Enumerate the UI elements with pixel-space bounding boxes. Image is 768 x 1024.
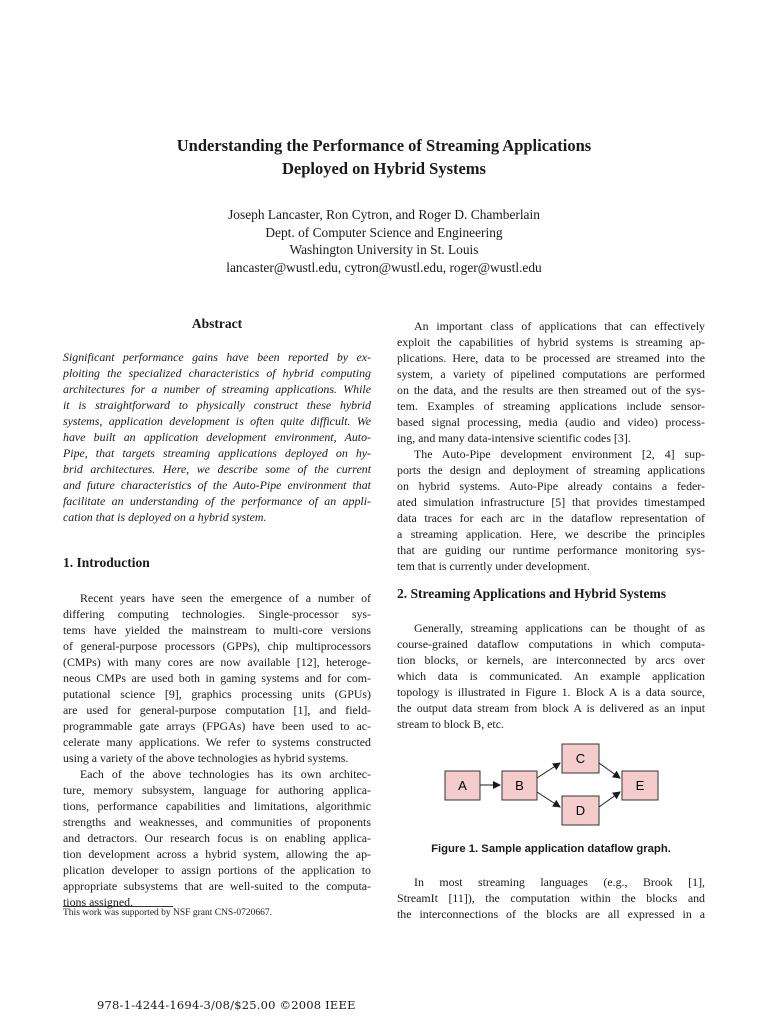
text-line: cation that is deployed on a hybrid system.: [63, 510, 267, 524]
edge-c-e: [599, 763, 620, 778]
text-line: facilitate an understanding of the performance of an appli-: [63, 494, 371, 508]
text-line: differing computing technologies. Single-processor sys-: [63, 607, 371, 621]
text-line: the interconnections of the blocks are all expressed in a: [397, 907, 705, 921]
intro-paragraph-2: [63, 766, 371, 910]
abstract-text: [63, 349, 371, 525]
text-line: ploiting the specialized characteristics of hybrid computing: [63, 366, 371, 380]
text-line: based signal processing, media (audio and video) process-: [397, 415, 705, 429]
text-line: celerate many applications. We refer to systems constructed: [63, 735, 371, 749]
text-line: StreamIt [11]), the computation within the blocks and: [397, 891, 705, 905]
text-line: Generally, streaming applications can be thought of as: [414, 621, 705, 635]
node-c: [562, 744, 599, 773]
node-label: B: [515, 778, 524, 793]
text-line: using a variety of the above technologies as hybrid systems.: [63, 751, 349, 765]
text-line: topology is illustrated in Figure 1. Block A is a data source,: [397, 685, 705, 699]
text-line: a streaming application. Here, we describe the principles: [397, 527, 705, 541]
text-line: architectures for a number of streaming applications. While: [63, 382, 371, 396]
footnote: This work was supported by NSF grant CNS-0720667.: [63, 908, 272, 918]
right-intro-paragraph-2: [397, 446, 705, 574]
text-line: Recent years have seen the emergence of a number of: [80, 591, 371, 605]
node-label: D: [575, 803, 586, 818]
text-line: plications. Here, data to be processed are streamed into the: [397, 351, 705, 365]
text-line: ated simulation infrastructure [5] that provides timestamped: [397, 495, 705, 509]
text-line: ports the design and deployment of streaming applications: [397, 463, 705, 477]
node-a: [445, 771, 480, 800]
text-line: neous CMPs are used both in gaming systems and for com-: [63, 671, 371, 685]
text-line: systems, application development is often quite difficult. We: [63, 414, 371, 428]
text-line: tion development across a hybrid system, allowing the ap-: [63, 847, 371, 861]
text-line: tion blocks, or kernels, are interconnected by arcs over: [397, 653, 705, 667]
text-line: Significant performance gains have been reported by ex-: [63, 350, 371, 364]
text-line: programmable gate arrays (FPGAs) have been used to ac-: [63, 719, 371, 733]
text-line: plication developer to assign portions of the application to: [63, 863, 371, 877]
text-line: The Auto-Pipe development environment [2, 4] sup-: [414, 447, 705, 461]
text-line: the output data stream from block A is delivered as an input: [397, 701, 705, 715]
text-line: ture, memory subsystem, language for authoring applica-: [63, 783, 371, 797]
text-line: of general-purpose processors (GPPs), chip multiprocessors: [63, 639, 371, 653]
text-line: stream to block B, etc.: [397, 717, 504, 731]
text-line: Each of the above technologies has its own architec-: [80, 767, 371, 781]
text-line: appropriate subsystems that are well-suited to the computa-: [63, 879, 371, 893]
node-e: [622, 771, 658, 800]
text-line: In most streaming languages (e.g., Brook [1],: [414, 875, 705, 889]
text-line: are used for general-purpose computation [1], and field-: [63, 703, 371, 717]
author-emails: lancaster@wustl.edu, cytron@wustl.edu, roger@wustl.edu: [226, 259, 542, 275]
text-line: (CMPs) with many cores are now available [12], heteroge-: [63, 655, 371, 669]
text-line: putational science [9], graphics processing units (GPUs): [63, 687, 371, 701]
edge-d-e: [599, 792, 620, 807]
node-label: E: [635, 778, 645, 793]
author-block: [0, 206, 768, 276]
text-line: which data is communicated. An example application: [397, 669, 705, 683]
title-line: Deployed on Hybrid Systems: [282, 159, 486, 178]
text-line: and future characteristics of the Auto-Pipe environment that: [63, 478, 371, 492]
figure-caption: Figure 1. Sample application dataflow graph.: [431, 843, 671, 855]
title-line: Understanding the Performance of Streaming Applications: [176, 136, 592, 155]
node-d: [562, 796, 599, 825]
author-university: Washington University in St. Louis: [289, 242, 479, 257]
author-names: Joseph Lancaster, Ron Cytron, and Roger D. Chamberlain: [228, 207, 540, 222]
edge-b-c: [537, 763, 560, 778]
text-line: exploit the capabilities of hybrid systems is streaming ap-: [397, 335, 705, 349]
text-line: Pipe, that targets streaming applications deployed on hy-: [63, 446, 371, 460]
dataflow-graph-figure: [440, 738, 670, 830]
paper-title: [0, 134, 768, 180]
text-line: system, a variety of pipelined computations are performed: [397, 367, 705, 381]
edge-b-d: [537, 792, 560, 807]
text-line: tions, performance capabilities and limitations, algorithmic: [63, 799, 371, 813]
abstract-heading: Abstract: [191, 316, 243, 331]
text-line: brid architectures. Here, we describe some of the current: [63, 462, 371, 476]
text-line: on the data, and the results are then streamed out of the sys-: [397, 383, 705, 397]
text-line: strengths and weaknesses, and communities of proponents: [63, 815, 371, 829]
text-line: that are guiding our runtime performance monitoring sys-: [397, 543, 705, 557]
text-line: and detractors. Our research focus is on enabling applica-: [63, 831, 371, 845]
footnote-divider: [63, 906, 173, 907]
section2-paragraph-1: [397, 620, 705, 732]
text-line: on hybrid systems. Auto-Pipe already contains a feder-: [397, 479, 705, 493]
text-line: An important class of applications that can effectively: [414, 319, 705, 333]
node-label: A: [458, 778, 467, 793]
section-heading-streaming: 2. Streaming Applications and Hybrid Systems: [397, 586, 667, 601]
node-label: C: [575, 751, 586, 766]
text-line: course-grained dataflow computations in which computa-: [397, 637, 705, 651]
text-line: it is straightforward to physically construct these hybrid: [63, 398, 371, 412]
text-line: have built an application development environment, Auto-: [63, 430, 371, 444]
right-intro-paragraph-1: [397, 318, 705, 446]
text-line: tems have yielded the mainstream to multi-core versions: [63, 623, 371, 637]
author-dept: Dept. of Computer Science and Engineering: [265, 224, 503, 240]
text-line: ing, and many data-intensive scientific codes [3].: [397, 431, 631, 445]
text-line: data traces for each arc in the dataflow representation of: [397, 511, 705, 525]
node-b: [502, 771, 537, 800]
intro-paragraph-1: [63, 590, 371, 766]
text-line: tem. Examples of streaming applications include sensor-: [397, 399, 705, 413]
section-heading-introduction: 1. Introduction: [63, 555, 150, 570]
copyright-notice: 978-1-4244-1694-3/08/$25.00 ©2008 IEEE: [97, 998, 356, 1012]
section2-paragraph-2: [397, 874, 705, 922]
text-line: tem that is currently under development.: [397, 559, 590, 573]
text-line: tions assigned.: [63, 895, 134, 909]
